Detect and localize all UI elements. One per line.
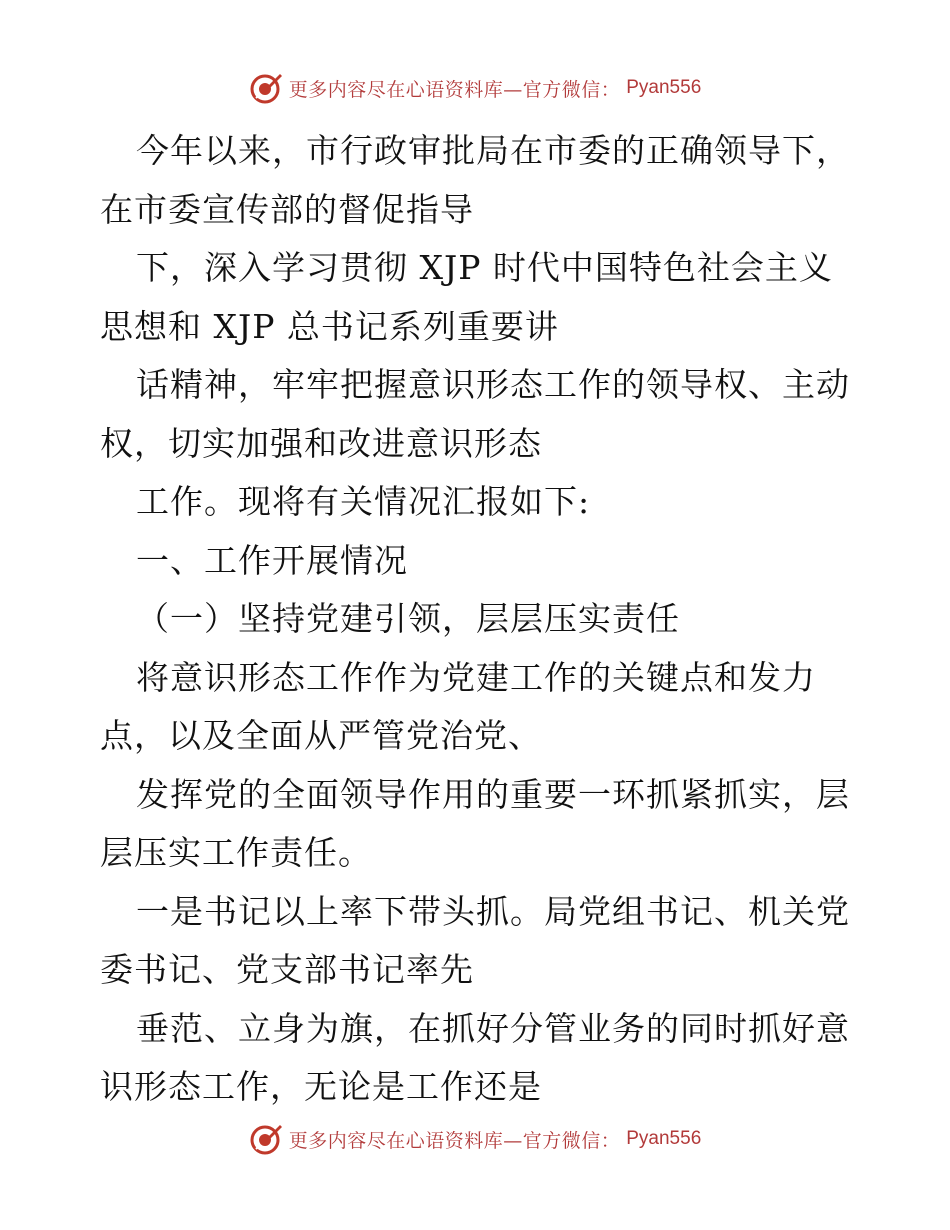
banner-text: 更多内容尽在心语资料库—官方微信： [288, 1129, 621, 1152]
pen-circle-logo-icon [249, 1122, 283, 1156]
text-line: 层压实工作责任。 [100, 833, 372, 872]
text-line: 将意识形态工作作为党建工作的关键点和发力 [136, 657, 816, 697]
text-line: 在市委宣传部的督促指导 [100, 189, 474, 229]
text-line: 权，切实加强和改进意识形态 [100, 423, 542, 463]
subsection-heading: （一）坚持党建引领，层层压实责任 [136, 599, 680, 638]
banner-account: Pyan556 [626, 1128, 702, 1149]
banner-account: Pyan556 [626, 77, 702, 98]
document-body [100, 122, 860, 1117]
text-line: 点，以及全面从严管党治党、 [100, 716, 542, 755]
section-heading: 一、工作开展情况 [136, 540, 408, 580]
text-line: 话精神，牢牢把握意识形态工作的领导权、主动 [136, 365, 850, 404]
text-line: 发挥党的全面领导作用的重要一环抓紧抓实，层 [136, 774, 850, 814]
banner-text: 更多内容尽在心语资料库—官方微信： [288, 78, 621, 101]
text-line: 下，深入学习贯彻 XJP 时代中国特色社会主义 [136, 248, 833, 287]
text-line: 今年以来，市行政审批局在市委的正确领导下， [136, 131, 850, 170]
text-line: 思想和 XJP 总书记系列重要讲 [100, 306, 559, 346]
pen-circle-logo-icon [249, 71, 283, 105]
text-line: 一是书记以上率下带头抓。局党组书记、机关党 [136, 891, 850, 931]
text-line: 工作。现将有关情况汇报如下: [136, 482, 591, 521]
footer-banner [0, 1121, 950, 1157]
text-line: 垂范、立身为旗，在抓好分管业务的同时抓好意 [136, 1008, 850, 1048]
text-line: 委书记、党支部书记率先 [100, 950, 474, 989]
text-line: 识形态工作，无论是工作还是 [100, 1067, 542, 1106]
header-banner [0, 70, 950, 106]
